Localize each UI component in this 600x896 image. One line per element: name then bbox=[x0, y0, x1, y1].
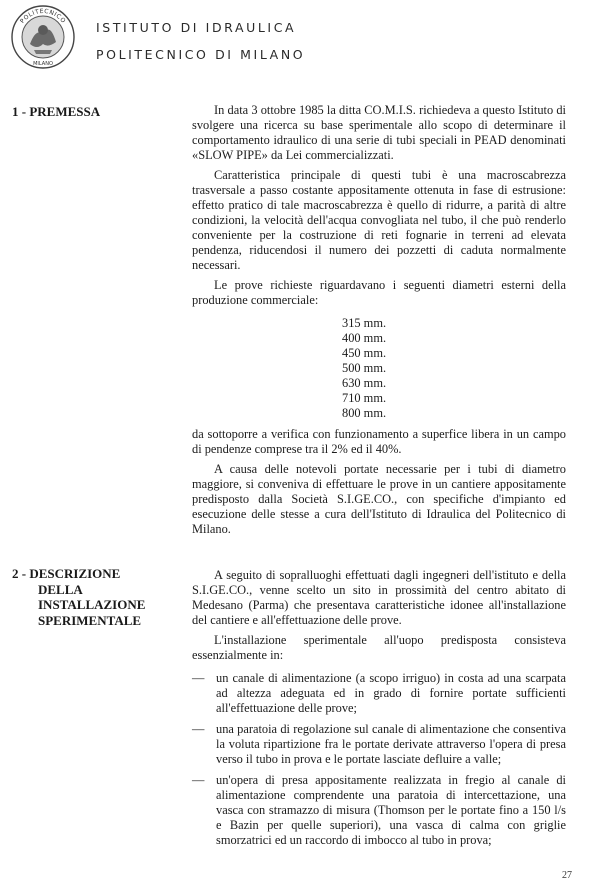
diameter-item: 630 mm. bbox=[342, 376, 387, 390]
section-2-title: 2 - DESCRIZIONE DELLA INSTALLAZIONE SPERIMENTALE bbox=[12, 566, 146, 628]
paragraph: In data 3 ottobre 1985 la ditta CO.M.I.S. richiedeva a questo Istituto di svolgere una ricerca su base sperimentale allo scopo di determinare il comportamento idraulico di una serie di tubi speciali in PEAD denominati «SLOW PIPE» da Lei commercializzati. bbox=[192, 103, 566, 162]
section-1-title: 1 - PREMESSA bbox=[12, 104, 101, 119]
section-1-body bbox=[192, 103, 566, 542]
diameter-item: 315 mm. bbox=[342, 316, 387, 330]
list-item: — un canale di alimentazione (a scopo irriguo) in costa ad una scarpata ad altezza adeguata ed in grado di fornire portate sufficienti all'effettuazione delle prove; bbox=[192, 671, 566, 715]
installation-list bbox=[192, 671, 566, 848]
diameter-item: 500 mm. bbox=[342, 361, 387, 375]
paragraph: Le prove richieste riguardavano i seguenti diametri esterni della produzione commerciale: bbox=[192, 278, 566, 307]
logo-text-bottom: MILANO bbox=[33, 61, 53, 67]
diameter-item: 450 mm. bbox=[342, 346, 387, 360]
diameter-list bbox=[342, 316, 566, 421]
dash-marker: — bbox=[192, 773, 205, 787]
dash-marker: — bbox=[192, 722, 205, 736]
section-2-body bbox=[192, 568, 566, 854]
paragraph: A seguito di sopralluoghi effettuati dagli ingegneri dell'istituto e della S.I.GE.CO., venne scelto un sito in prossimità del centro abitato di Medesano (Parma) che presentava caratteristiche idonee all'installazione del cantiere e all'effettuazione delle prove. bbox=[192, 568, 566, 627]
paragraph: Caratteristica principale di questi tubi è una macroscabrezza trasversale a passo costante appositamente ottenuta in fase di estrusione: effetto pratico di tale macroscabrezza è quello di ridurre, a parità di altre condizioni, la velocità dell'acqua convogliata nel tubo, il che può renderlo conveniente per la costruzione di reti fognarie in terreni ad elevata pendenza, riducendosi il numero dei pozzetti di caduta normalmente necessari. bbox=[192, 168, 566, 272]
institute-name: ISTITUTO DI IDRAULICA bbox=[96, 20, 297, 35]
page-number: 27 bbox=[562, 870, 572, 881]
diameter-item: 710 mm. bbox=[342, 391, 387, 405]
paragraph: L'installazione sperimentale all'uopo predisposta consisteva essenzialmente in: bbox=[192, 633, 566, 662]
paragraph: A causa delle notevoli portate necessarie per i tubi di diametro maggiore, si conveniva di effettuare le prove in un cantiere appositamente predisposto dalla Società S.I.GE.CO., con specifiche d'impianto ed esecuzione delle stesse a cura dell'Istituto di Idraulica del Politecnico di Milano. bbox=[192, 462, 566, 536]
logo-text-top: POLITECNICO bbox=[19, 7, 67, 25]
politecnico-seal-logo bbox=[10, 4, 76, 70]
list-item: — una paratoia di regolazione sul canale di alimentazione che consentiva la voluta ripartizione fra le portate derivate attraverso l'opera di presa verso il tubo in prova e le portate lasciate defluire a valle; bbox=[192, 722, 566, 766]
diameter-item: 800 mm. bbox=[342, 406, 387, 420]
list-item: — un'opera di presa appositamente realizzata in fregio al canale di alimentazione comprendente una paratoia di intercettazione, una vasca con stramazzo di misura (Thomson per le portate fino a 150 l/s e Bazin per quelle superiori), una vasca di calma con griglie smorzatrici ed un raccordo di imbocco al tubo in prova; bbox=[192, 773, 566, 847]
university-name: POLITECNICO DI MILANO bbox=[96, 47, 306, 62]
paragraph: da sottoporre a verifica con funzionamento a superfice libera in un campo di pendenze comprese tra il 2% ed il 40%. bbox=[192, 427, 566, 456]
dash-marker: — bbox=[192, 671, 205, 685]
diameter-item: 400 mm. bbox=[342, 331, 387, 345]
